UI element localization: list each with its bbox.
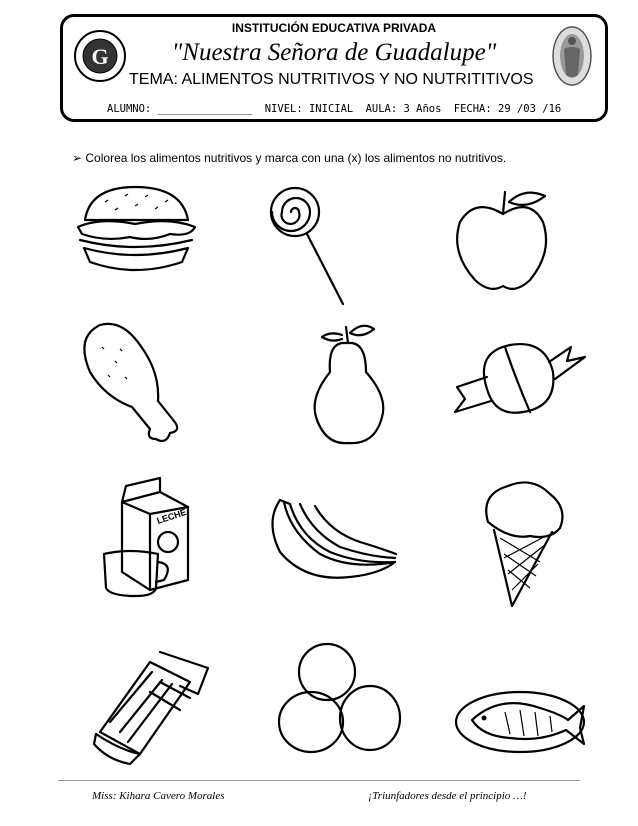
- milk-box-label: LECHE: [155, 506, 188, 526]
- virgin-image-icon: [551, 25, 593, 87]
- worksheet-header: [60, 14, 608, 122]
- footer-author: Miss: Kihara Cavero Morales: [92, 790, 225, 802]
- fish-plate-image[interactable]: [450, 672, 600, 807]
- arrow-bullet-icon: ➢: [72, 151, 86, 165]
- hamburger-image[interactable]: [70, 182, 220, 317]
- eggs-image[interactable]: [275, 642, 425, 777]
- level-field: NIVEL: INICIAL: [264, 103, 354, 115]
- ice-cream-cone-image[interactable]: [480, 472, 630, 607]
- school-motto: "Nuestra Señora de Guadalupe": [171, 39, 497, 66]
- footer-divider: [58, 780, 580, 781]
- footer-slogan: ¡Triunfadores desde el principio …!: [368, 790, 527, 802]
- topic-title: TEMA: ALIMENTOS NUTRITIVOS Y NO NUTRITITIVOS: [129, 71, 534, 88]
- logo-letter: G: [91, 44, 109, 69]
- apple-image[interactable]: [445, 182, 595, 317]
- student-field[interactable]: ALUMNO: _______________: [107, 103, 253, 115]
- student-info-row: [107, 103, 567, 115]
- institution-name: INSTITUCIÓN EDUCATIVA PRIVADA: [231, 21, 437, 35]
- lollipop-image[interactable]: [255, 182, 405, 317]
- milk-box-and-cup-image[interactable]: [100, 472, 250, 607]
- chocolate-bar-image[interactable]: [90, 632, 240, 767]
- instruction-text: Colorea los alimentos nutritivos y marca con una (x) los alimentos no nutritivos.: [85, 151, 507, 165]
- pear-image[interactable]: [300, 317, 450, 452]
- instruction-line: [72, 151, 506, 165]
- chicken-leg-image[interactable]: [70, 317, 220, 452]
- classroom-field: AULA: 3 Años: [365, 103, 442, 115]
- bananas-image[interactable]: [260, 482, 410, 617]
- date-field: FECHA: 29 /03 /16: [453, 103, 562, 115]
- candy-image[interactable]: [445, 317, 595, 452]
